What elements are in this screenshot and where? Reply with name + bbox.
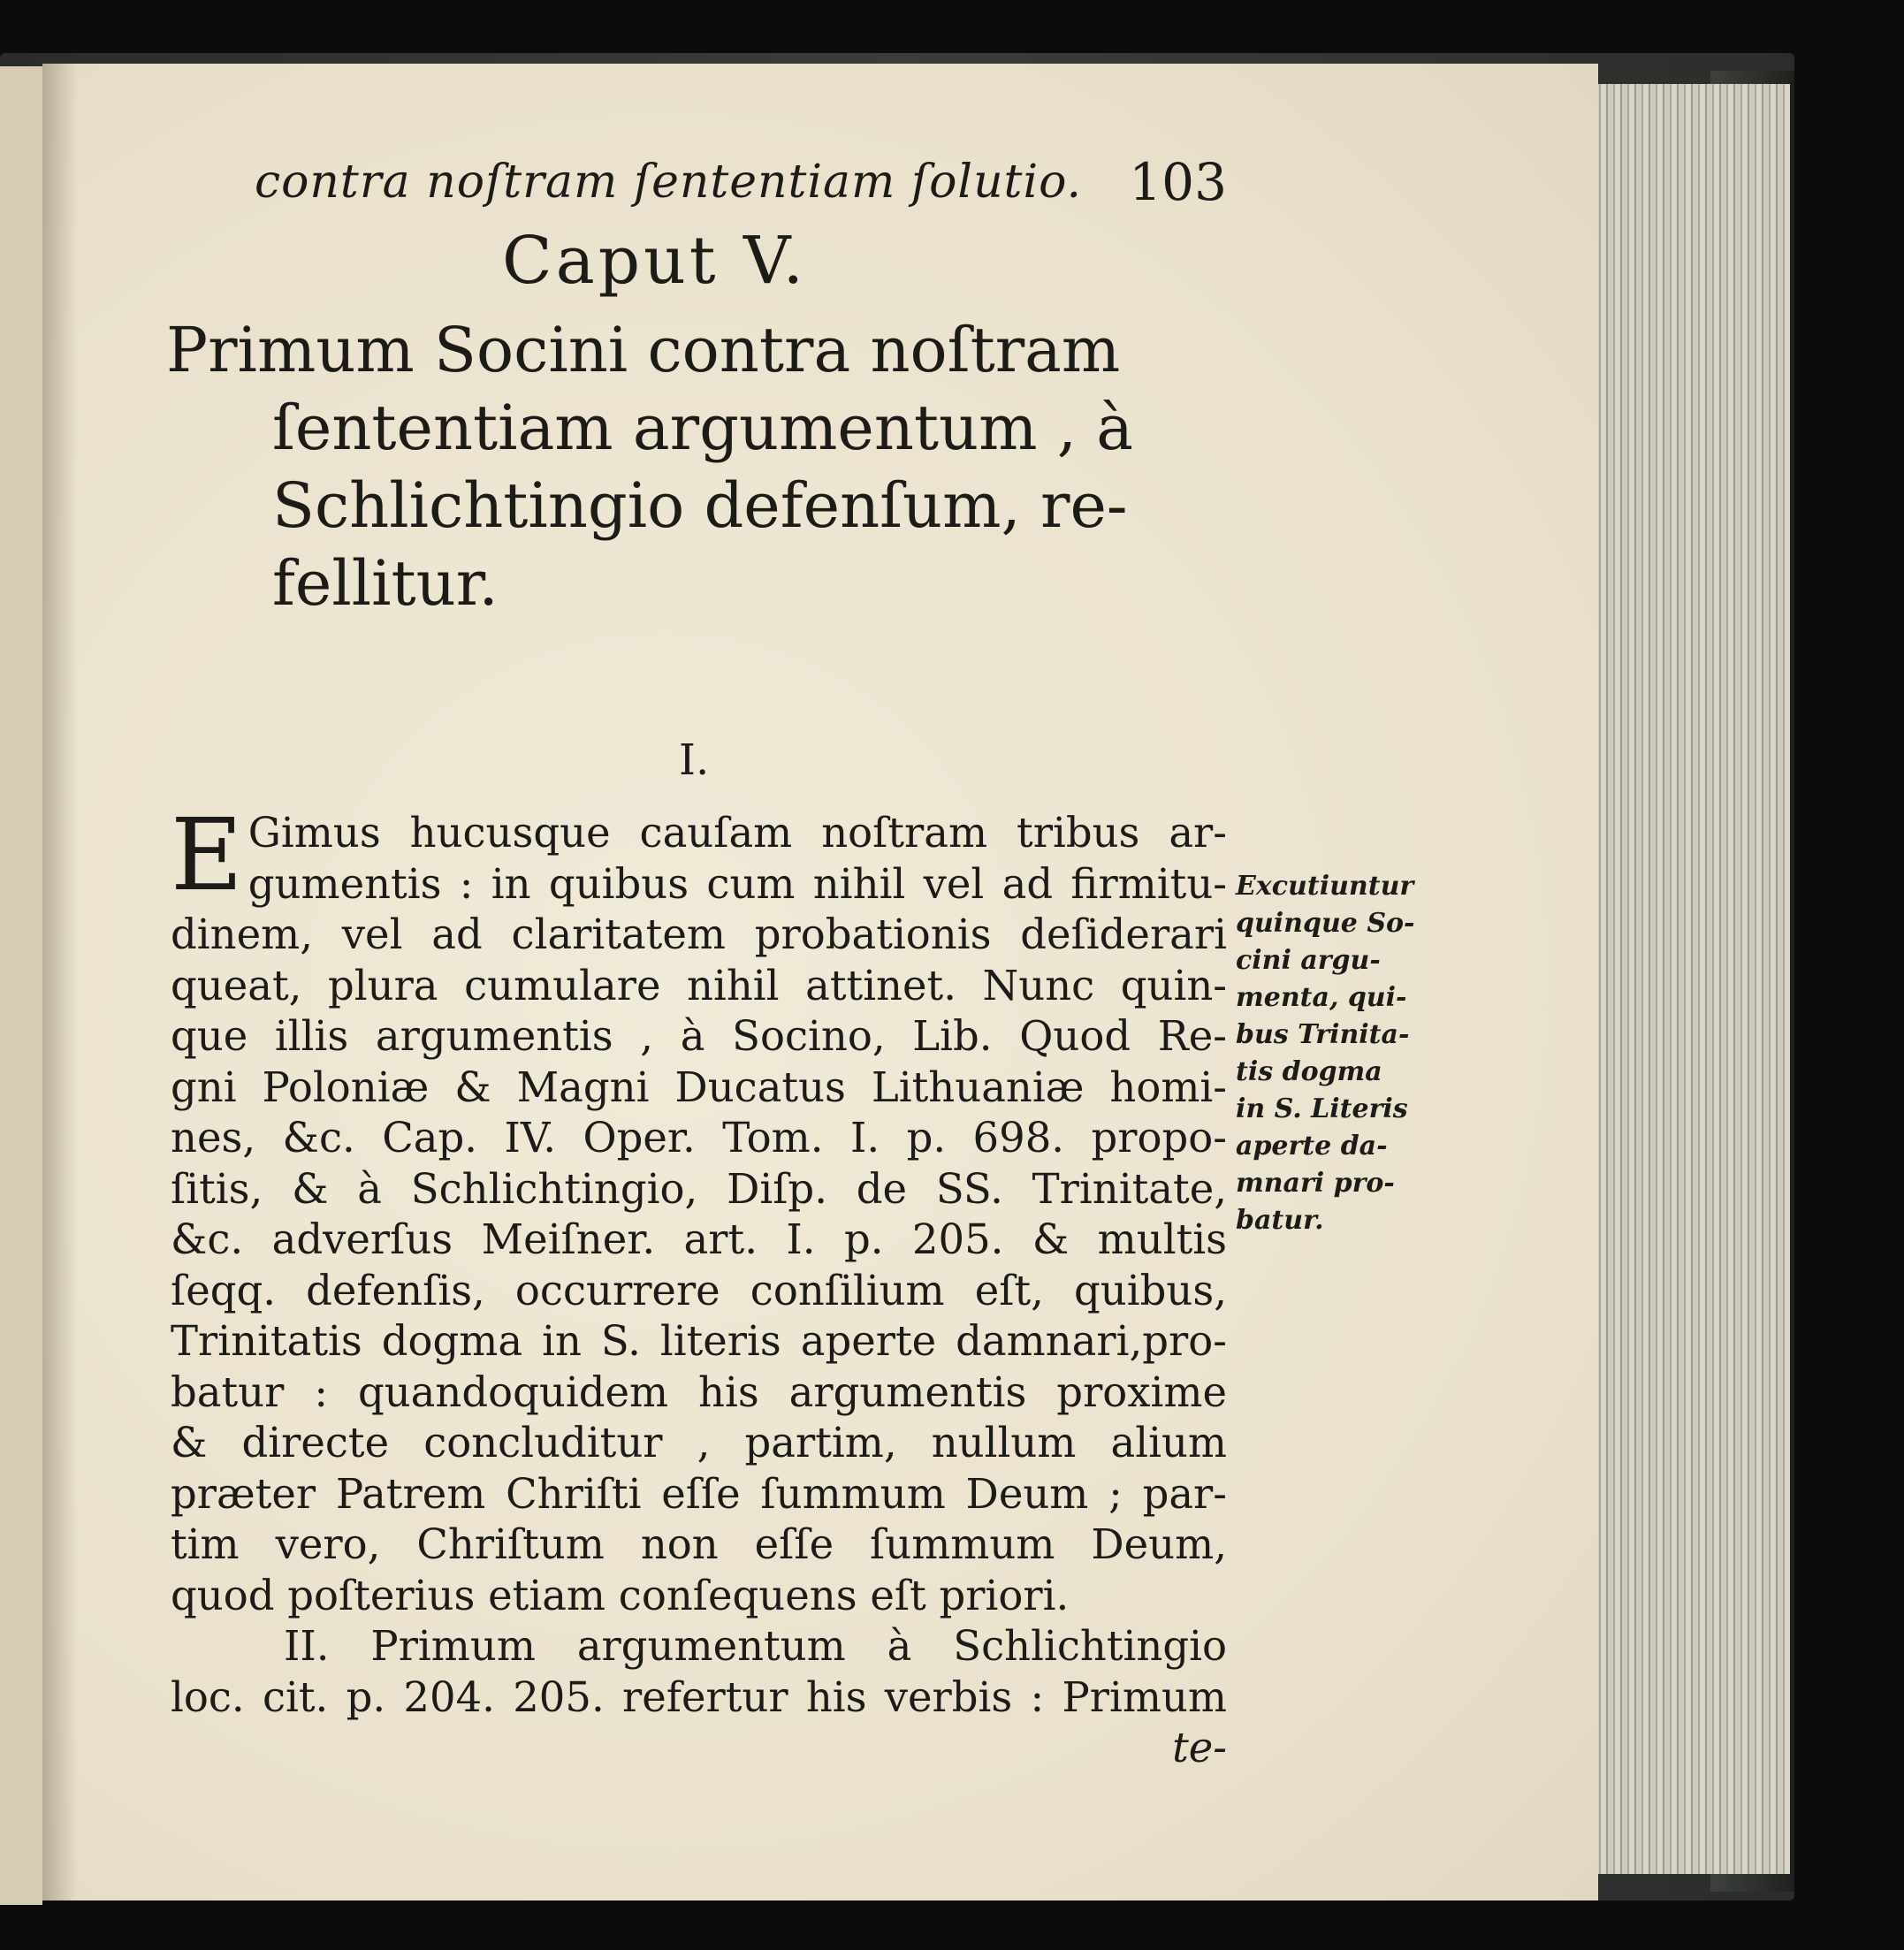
text-line: dinem, vel ad claritatem probationis deſiderari — [171, 910, 1227, 958]
text-line: loc. cit. p. 204. 205. refertur his verbis : Primum — [171, 1672, 1227, 1721]
chapter-title-line: fellitur. — [272, 547, 499, 620]
marginal-line: tis dogma — [1236, 1056, 1382, 1087]
chapter-title-line: Schlichtingio defenſum, re- — [272, 469, 1128, 542]
running-head-title: contra noſtram ſententiam ſolutio. — [255, 156, 1083, 209]
facing-page-edge — [0, 66, 42, 1905]
text-line: gumentis : in quibus cum nihil vel ad firmitu- — [248, 859, 1227, 908]
text-line: ſeqq. defenſis, occurrere conſilium eſt, quibus, — [171, 1266, 1227, 1314]
page-edges — [1587, 84, 1790, 1874]
text-line: tim vero, Chriſtum non eſſe ſummum Deum, — [171, 1520, 1227, 1568]
text-line: batur : quandoquidem his argumentis proxime — [171, 1367, 1227, 1416]
text-line: gni Poloniæ & Magni Ducatus Lithuaniæ homi- — [171, 1063, 1227, 1111]
chapter-title-line: Primum Socini contra noſtram — [166, 314, 1121, 386]
marginal-line: bus Trinita- — [1236, 1019, 1410, 1050]
chapter-label: Caput V. — [502, 223, 808, 299]
text-line: & directe concluditur , partim, nullum alium — [171, 1419, 1227, 1466]
marginal-line: in S. Literis — [1236, 1093, 1408, 1124]
marginal-line: batur. — [1236, 1205, 1324, 1236]
body-text — [171, 798, 1227, 1774]
text-line: II. Primum argumentum à Schlichtingio — [284, 1622, 1227, 1670]
marginal-line: menta, qui- — [1236, 982, 1407, 1013]
marginal-line: Excutiuntur — [1236, 871, 1414, 902]
text-line: queat, plura cumulare nihil attinet. Nunc quin- — [171, 961, 1227, 1009]
marginal-note — [1236, 868, 1413, 1239]
gutter-shadow — [42, 64, 78, 1900]
text-line: quod poſterius etiam conſequens eſt priori. — [171, 1571, 1070, 1619]
drop-cap: E — [171, 798, 243, 913]
book-page — [42, 64, 1598, 1900]
chapter-title-line: ſententiam argumentum , à — [272, 392, 1133, 464]
marginal-line: quinque So- — [1236, 908, 1415, 939]
marginal-line: aperte da- — [1236, 1131, 1388, 1162]
section-number: I. — [679, 735, 710, 785]
page-number: 103 — [1129, 152, 1227, 212]
text-line: &c. adverſus Meiſner. art. I. p. 205. & multis — [171, 1215, 1227, 1263]
running-head — [255, 152, 1227, 223]
marginal-line: mnari pro- — [1236, 1168, 1395, 1199]
text-line: præter Patrem Chriſti eſſe ſummum Deum ; par- — [171, 1469, 1227, 1518]
text-line: que illis argumentis , à Socino, Lib. Quod Re- — [171, 1012, 1227, 1060]
text-line: Gimus hucusque cauſam noſtram tribus ar- — [248, 809, 1227, 857]
text-line: Trinitatis dogma in S. literis aperte damnari,pro- — [171, 1317, 1227, 1365]
text-line: ſitis, & à Schlichtingio, Diſp. de SS. Trinitate, — [171, 1164, 1227, 1213]
chapter-title — [166, 311, 1227, 622]
marginal-line: cini argu- — [1236, 945, 1381, 976]
catchword: te- — [1172, 1724, 1227, 1771]
text-line: nes, &c. Cap. IV. Oper. Tom. I. p. 698. propo- — [171, 1114, 1227, 1162]
